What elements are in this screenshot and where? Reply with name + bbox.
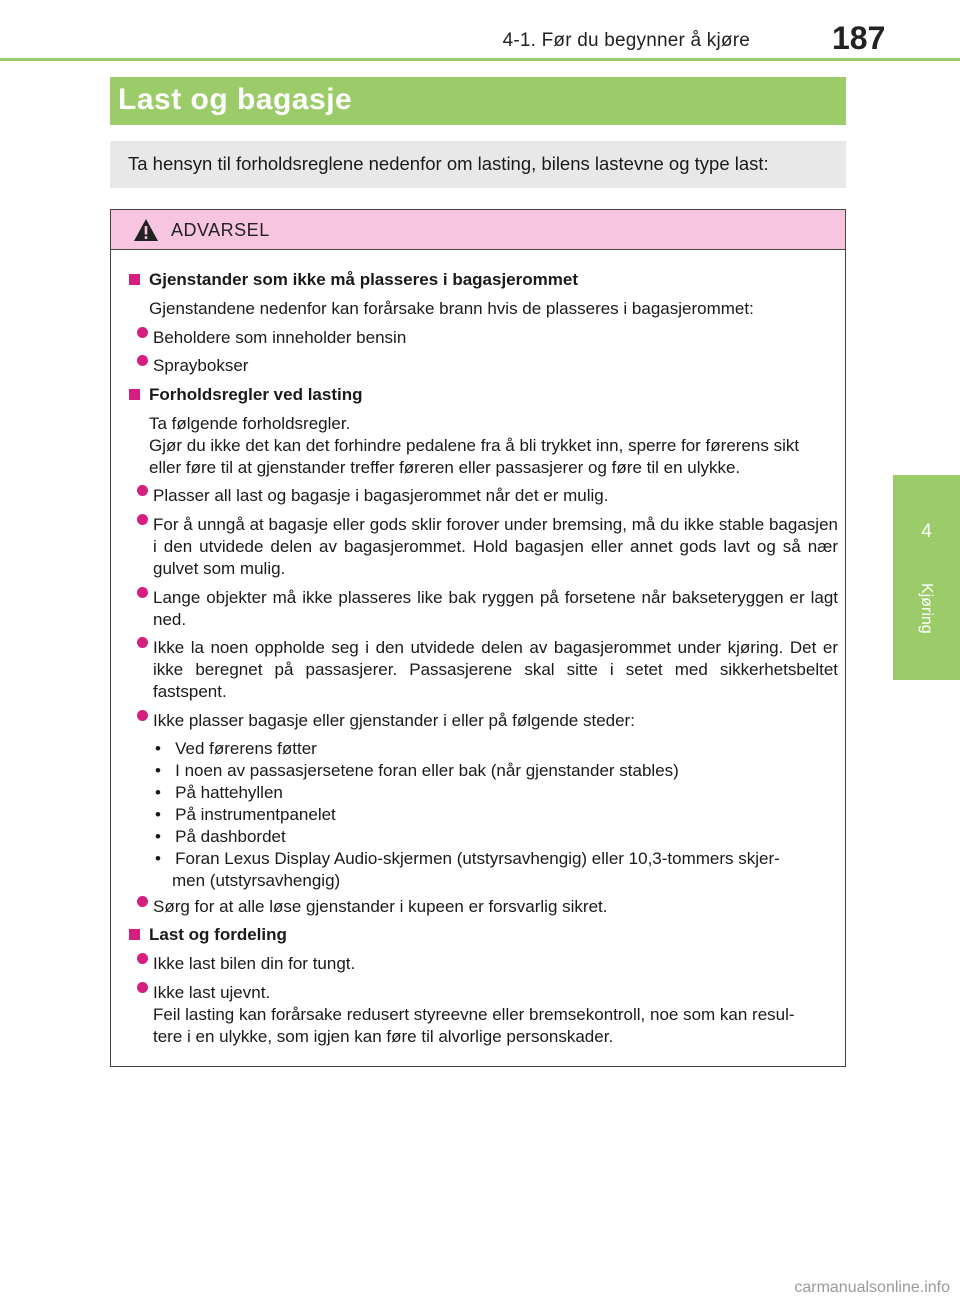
places-list — [155, 738, 780, 892]
list-item: Sørg for at alle løse gjenstander i kupeen er forsvarlig sikret. — [137, 896, 838, 918]
warning-label: ADVARSEL — [171, 220, 270, 240]
intro-box — [110, 141, 846, 188]
list-item: Ikke last bilen din for tungt. — [137, 953, 355, 975]
subheading-load-distribution: Last og fordeling — [129, 924, 287, 946]
watermark: carmanualsonline.info — [794, 1279, 950, 1296]
warning-box — [110, 209, 846, 1067]
warning-header — [111, 210, 845, 250]
section-title-bar — [110, 77, 846, 125]
round-bullet-icon — [137, 896, 148, 907]
places-item: • Foran Lexus Display Audio-skjermen (utstyrsavhengig) eller 10,3-tommers skjer- — [155, 849, 780, 868]
chapter-title: Kjøring — [918, 583, 935, 634]
list-item: Ikke last ujevnt. Feil lasting kan forårsake redusert styreevne eller bremsekontroll, noe som kan resul- tere i en ulykke, som igjen kan føre til alvorlige personskader. — [137, 982, 795, 1048]
chapter-side-tab — [893, 475, 960, 680]
warning-triangle-icon — [133, 218, 159, 242]
square-bullet-icon — [129, 389, 140, 400]
subheading-loading-precautions: Forholdsregler ved lasting — [129, 384, 363, 406]
square-bullet-icon — [129, 929, 140, 940]
round-bullet-icon — [137, 637, 148, 648]
round-bullet-icon — [137, 355, 148, 366]
paragraph-precautions: Ta følgende forholdsregler. Gjør du ikke det kan det forhindre pedalene fra å bli trykket inn, sperre for førerens sikt eller føre til at gjenstander treffer føreren eller passasjerer og føre til en ulykke. — [149, 414, 800, 477]
section-title: Last og bagasje — [118, 83, 353, 116]
places-item: • På instrumentpanelet — [155, 805, 336, 824]
list-item: Beholdere som inneholder bensin — [137, 327, 406, 349]
list-item: Ikke plasser bagasje eller gjenstander i eller på følgende steder: — [137, 710, 838, 732]
paragraph-fire-risk: Gjenstandene nedenfor kan forårsake brann hvis de plasseres i bagasjerommet: — [149, 299, 754, 318]
list-item: Lange objekter må ikke plasseres like bak ryggen på forsetene når bakseteryggen er lagt ned. — [137, 587, 838, 631]
places-item: • I noen av passasjersetene foran eller bak (når gjenstander stables) — [155, 761, 679, 780]
round-bullet-icon — [137, 953, 148, 964]
places-item-continued: men (utstyrsavhengig) — [172, 871, 341, 890]
round-bullet-icon — [137, 485, 148, 496]
round-bullet-icon — [137, 710, 148, 721]
places-item: • Ved førerens føtter — [155, 739, 317, 758]
round-bullet-icon — [137, 514, 148, 525]
header-rule — [0, 58, 960, 61]
round-bullet-icon — [137, 982, 148, 993]
round-bullet-icon — [137, 327, 148, 338]
list-item: Plasser all last og bagasje i bagasjerommet når det er mulig. — [137, 485, 838, 507]
list-item: For å unngå at bagasje eller gods sklir forover under bremsing, må du ikke stable bagasjen i den utvidede delen av bagasjerommet. Hold bagasjen eller annet gods lavt og så nær gulvet som mulig. — [137, 514, 838, 580]
running-header-section: 4-1. Før du begynner å kjøre — [502, 30, 750, 51]
places-item: • På hattehyllen — [155, 783, 283, 802]
square-bullet-icon — [129, 274, 140, 285]
subheading-items-not-allowed: Gjenstander som ikke må plasseres i bagasjerommet — [129, 269, 578, 291]
round-bullet-icon — [137, 587, 148, 598]
list-item: Spraybokser — [137, 355, 248, 377]
list-item: Ikke la noen oppholde seg i den utvidede delen av bagasjerommet under kjøring. Det er ikke beregnet på passasjerer. Passasjerene skal sitte i setet med sikkerhetsbeltet fastspent. — [137, 637, 838, 703]
chapter-number: 4 — [921, 521, 932, 542]
places-item: • På dashbordet — [155, 827, 286, 846]
intro-text: Ta hensyn til forholdsreglene nedenfor om lasting, bilens lastevne og type last: — [128, 153, 769, 174]
page-number: 187 — [832, 20, 886, 56]
